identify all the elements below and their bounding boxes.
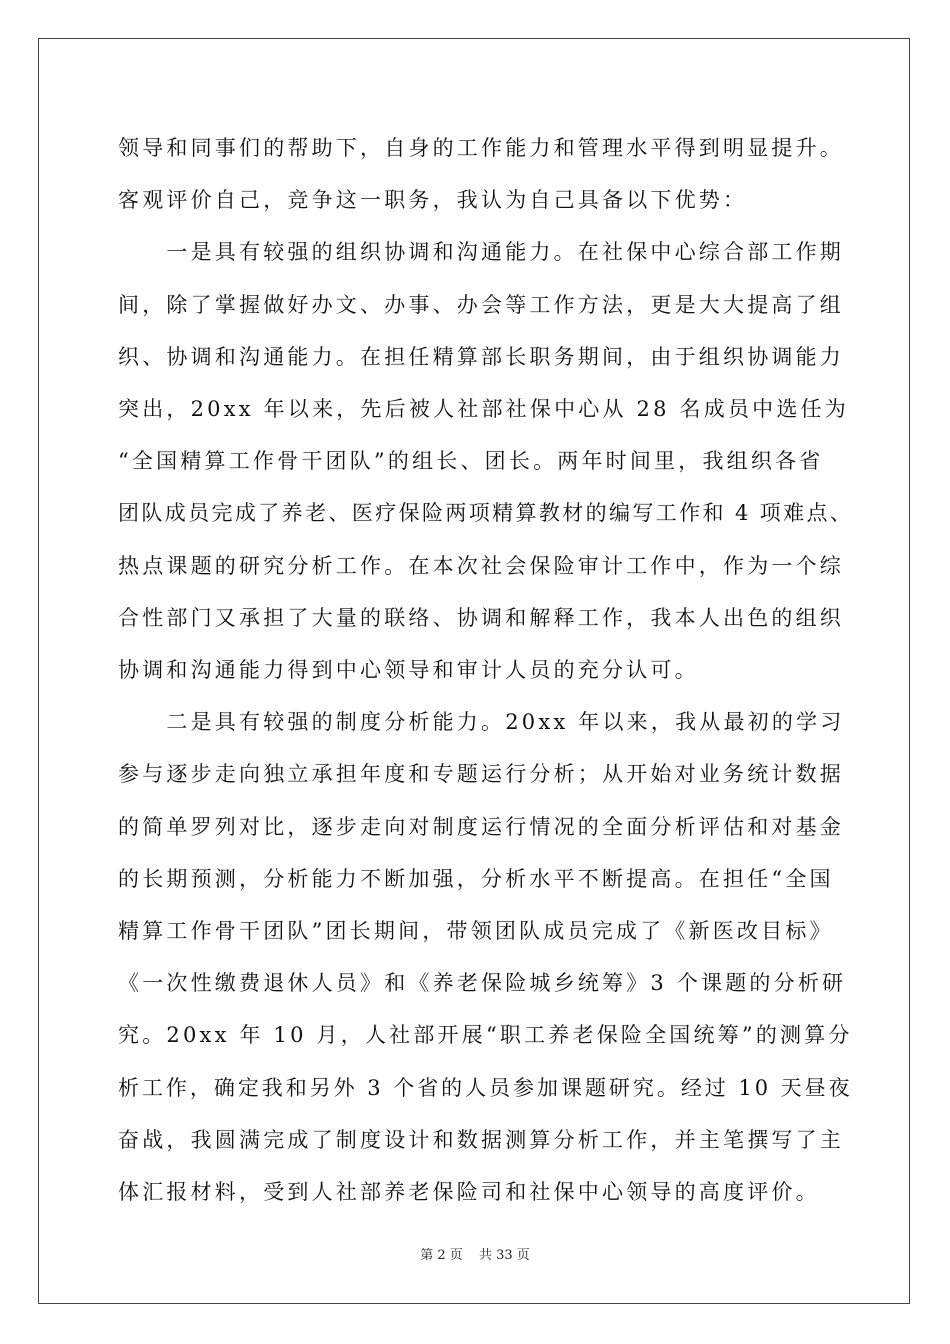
text-line: 团队成员完成了养老、医疗保险两项精算教材的编写工作和 4 项难点、 xyxy=(118,501,854,526)
text-line: 究。20xx 年 10 月，人社部开展“职工养老保险全国统筹”的测算分 xyxy=(118,1023,853,1048)
text-line: 析工作，确定我和另外 3 个省的人员参加课题研究。经过 10 天昼夜 xyxy=(118,1075,853,1100)
text-line: 突出，20xx 年以来，先后被人社部社保中心从 28 名成员中选任为 xyxy=(118,397,849,421)
text-line: 织、协调和沟通能力。在担任精算部长职务期间，由于组织协调能力 xyxy=(118,344,844,369)
text-line: 协调和沟通能力得到中心领导和审计人员的充分认可。 xyxy=(118,658,699,682)
text-line: 领导和同事们的帮助下，自身的工作能力和管理水平得到明显提升。 xyxy=(118,136,844,160)
text-line: “全国精算工作骨干团队”的组长、团长。两年时间里，我组织各省 xyxy=(118,449,824,474)
text-line: 的长期预测，分析能力不断加强，分析水平不断提高。在担任“全国 xyxy=(118,866,834,891)
text-line: 一是具有较强的组织协调和沟通能力。在社保中心综合部工作期 xyxy=(118,240,844,265)
page-footer xyxy=(0,1244,950,1263)
text-line: 奋战，我圆满完成了制度设计和数据测算分析工作，并主笔撰写了主 xyxy=(118,1127,844,1152)
text-line: 的简单罗列对比，逐步走向对制度运行情况的全面分析评估和对基金 xyxy=(118,814,844,839)
text-line: 《一次性缴费退休人员》和《养老保险城乡统筹》3 个课题的分析研 xyxy=(118,971,847,996)
text-line: 二是具有较强的制度分析能力。20xx 年以来，我从最初的学习 xyxy=(118,710,845,735)
page-total: 共 33 页 xyxy=(478,1248,530,1263)
page-number: 第 2 页 xyxy=(420,1248,463,1263)
text-line: 间，除了掌握做好办文、办事、办会等工作方法，更是大大提高了组 xyxy=(118,292,844,317)
text-line: 热点课题的研究分析工作。在本次社会保险审计工作中，作为一个综 xyxy=(118,553,844,578)
text-line: 参与逐步走向独立承担年度和专题运行分析；从开始对业务统计数据 xyxy=(118,762,844,787)
text-line: 精算工作骨干团队”团长期间，带领团队成员完成了《新医改目标》 xyxy=(118,919,834,943)
text-line: 客观评价自己，竞争这一职务，我认为自己具备以下优势： xyxy=(118,188,748,213)
text-line: 合性部门又承担了大量的联络、协调和解释工作，我本人出色的组织 xyxy=(118,605,844,630)
text-line: 体汇报材料，受到人社部养老保险司和社保中心领导的高度评价。 xyxy=(118,1180,820,1204)
